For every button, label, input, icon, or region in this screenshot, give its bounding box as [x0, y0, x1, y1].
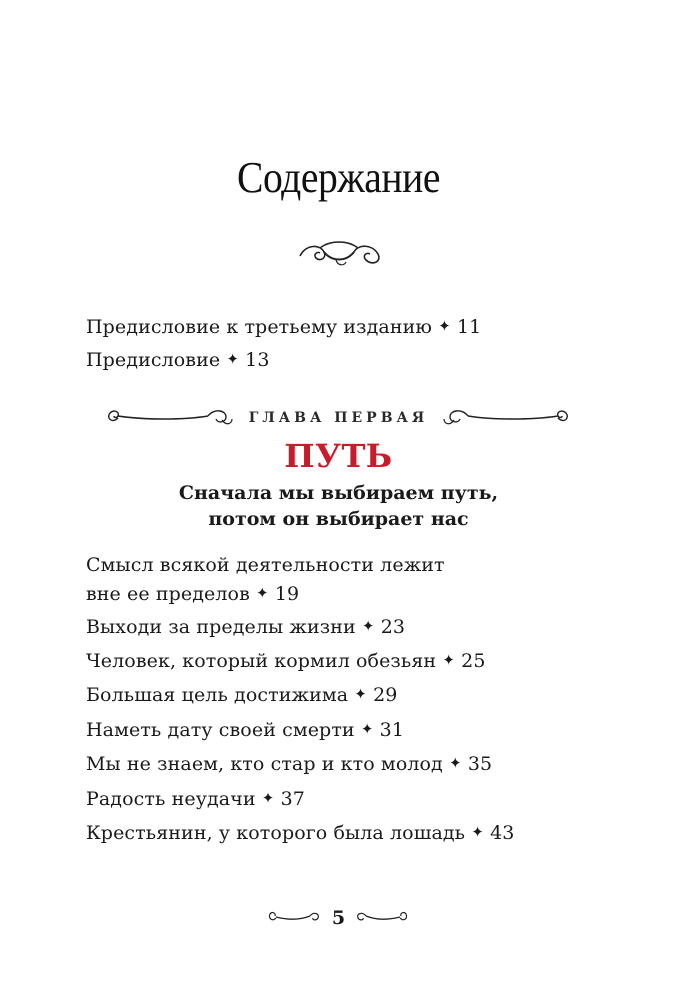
diamond-separator-icon: ✦ [438, 317, 451, 335]
entry-title: вне ее пределов [86, 583, 250, 605]
diamond-separator-icon: ✦ [442, 651, 456, 669]
entry-title: Мы не знаем, кто стар и кто молод [86, 753, 443, 775]
entry-page-number: 23 [380, 616, 406, 638]
chapter-subtitle-line-2: потом он выбирает нас [208, 508, 469, 530]
entry-title: Предисловие к третьему изданию [86, 316, 432, 338]
chapter-title: ПУТЬ [284, 437, 393, 475]
entry-title-line-1: Смысл всякой деятельности лежит [86, 554, 445, 576]
diamond-separator-icon: ✦ [361, 617, 375, 635]
toc-entry [86, 787, 305, 812]
flourish-ornament-icon [296, 236, 382, 270]
page-title: Содержание [236, 153, 441, 202]
diamond-separator-icon: ✦ [256, 584, 269, 602]
entry-page-number: 37 [280, 788, 305, 810]
entry-page-number: 43 [490, 822, 515, 844]
entry-title: Человек, который кормил обезьян [86, 650, 437, 672]
chapter-label: ГЛАВА ПЕРВАЯ [248, 410, 429, 426]
diamond-separator-icon: ✦ [226, 350, 240, 368]
entry-page-number: 25 [461, 650, 486, 672]
diamond-separator-icon: ✦ [354, 685, 367, 703]
entry-page-number: 13 [245, 349, 270, 371]
toc-entry-preface-third-edition [86, 315, 481, 340]
toc-entry [86, 752, 492, 777]
entry-page-number: 35 [467, 753, 493, 775]
toc-entry [86, 683, 398, 708]
toc-entry [86, 649, 486, 674]
diamond-separator-icon: ✦ [471, 823, 484, 841]
entry-title: Крестьянин, у которого была лошадь [86, 822, 466, 844]
page-number: 5 [331, 907, 346, 929]
diamond-separator-icon: ✦ [360, 720, 374, 738]
toc-entry [86, 718, 404, 743]
toc-entry [86, 553, 445, 607]
entry-page-number: 11 [456, 316, 482, 338]
small-flourish-right-icon [356, 908, 410, 926]
entry-page-number: 31 [379, 719, 405, 741]
entry-page-number: 29 [373, 684, 398, 706]
diamond-separator-icon: ✦ [449, 754, 462, 772]
entry-title: Выходи за пределы жизни [86, 616, 356, 638]
chapter-subtitle-line-1: Сначала мы выбираем путь, [178, 482, 499, 504]
entry-title: Радость неудачи [86, 788, 256, 810]
diamond-separator-icon: ✦ [261, 789, 275, 807]
entry-title: Большая цель достижима [86, 684, 349, 706]
toc-entry-preface [86, 348, 270, 373]
toc-entry [86, 615, 405, 640]
entry-title: Предисловие [86, 349, 221, 371]
entry-title: Наметь дату своей смерти [86, 719, 355, 741]
entry-page-number: 19 [274, 583, 300, 605]
toc-entry [86, 821, 514, 846]
